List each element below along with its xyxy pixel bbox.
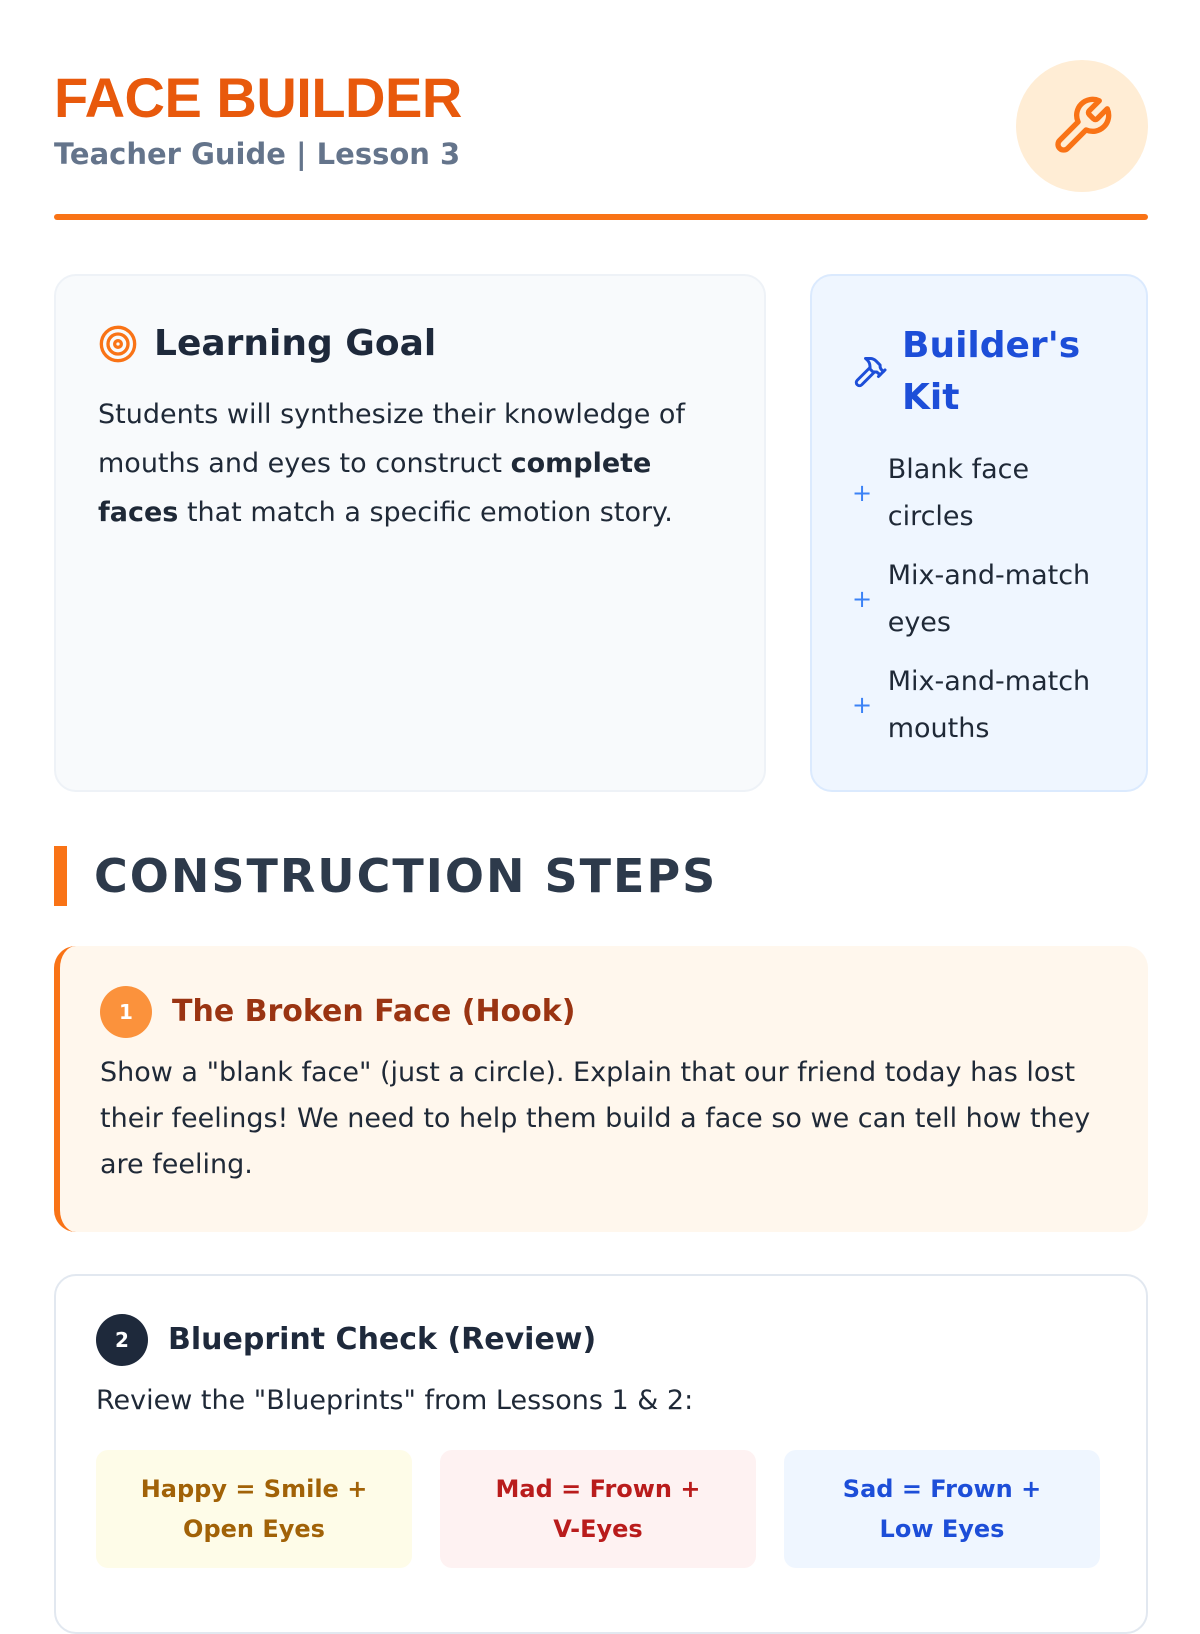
- teacher-guide-page: [54, 0, 1148, 1600]
- builders-kit-title: Builder's Kit: [902, 325, 1081, 418]
- step-card-2: [54, 1274, 1148, 1634]
- step-number-badge: 1: [100, 986, 152, 1038]
- step-card-1: [54, 946, 1148, 1232]
- step-number-badge: 2: [96, 1314, 148, 1366]
- builders-kit-card: [810, 274, 1148, 792]
- header-divider: [54, 214, 1148, 220]
- blueprint-list: [96, 1450, 1106, 1568]
- blueprint-sad: Sad = Frown + Low Eyes: [784, 1450, 1100, 1568]
- kit-item-label: Blank face circles: [887, 454, 1030, 532]
- step-header: [100, 986, 1108, 1038]
- plus-icon: +: [852, 585, 873, 613]
- blueprint-mad: Mad = Frown + V-Eyes: [440, 1450, 756, 1568]
- kit-item: [852, 446, 1106, 540]
- blueprint-happy: Happy = Smile + Open Eyes: [96, 1450, 412, 1568]
- goal-text-part: that match a specific emotion story.: [178, 497, 673, 528]
- plus-icon: +: [852, 479, 873, 507]
- page-title: FACE BUILDER: [54, 66, 462, 129]
- hammer-icon: [852, 354, 888, 390]
- target-icon: [98, 324, 138, 364]
- goal-text-part: Students will synthesize their knowledge of mouths and eyes to construct: [98, 399, 685, 479]
- kit-item-label: Mix-and-match eyes: [887, 560, 1091, 638]
- step-description: Show a "blank face" (just a circle). Explain that our friend today has lost their feelings! We need to help them build a face so we can tell how they are feeling.: [100, 1057, 1091, 1180]
- kit-item: [852, 552, 1106, 646]
- step-title: Blueprint Check (Review): [168, 1322, 597, 1357]
- page-header: [54, 60, 1148, 220]
- builders-kit-heading: [852, 320, 1106, 424]
- step-header: [96, 1314, 1106, 1366]
- section-accent-bar: [54, 846, 67, 906]
- plus-icon: +: [852, 691, 873, 719]
- kit-item: [852, 658, 1106, 752]
- wrench-badge: [1016, 60, 1148, 192]
- page-subtitle: Teacher Guide | Lesson 3: [54, 137, 461, 171]
- step-description: Review the "Blueprints" from Lessons 1 & 2:: [96, 1385, 694, 1416]
- learning-goal-heading: [98, 320, 722, 368]
- learning-goal-card: [54, 274, 766, 792]
- learning-goal-title: Learning Goal: [154, 323, 437, 364]
- goal-text-emphasis: complete faces: [98, 448, 652, 528]
- kit-item-label: Mix-and-match mouths: [887, 666, 1091, 744]
- kit-list: [852, 446, 1106, 752]
- wrench-icon: [1050, 94, 1114, 158]
- construction-steps-heading: [54, 846, 954, 906]
- learning-goal-text: [98, 390, 722, 537]
- section-title: CONSTRUCTION STEPS: [94, 849, 718, 903]
- step-title: The Broken Face (Hook): [172, 994, 576, 1029]
